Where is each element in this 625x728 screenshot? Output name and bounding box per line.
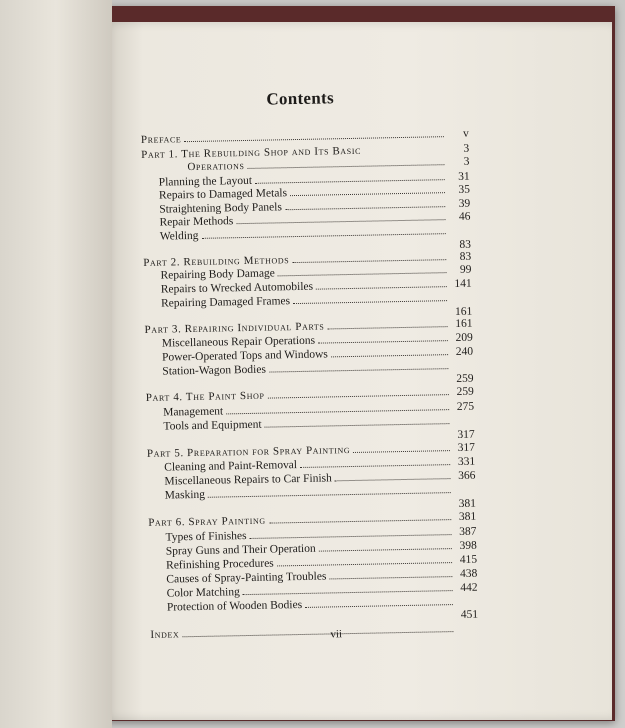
toc-entry-label: Miscellaneous Repair Operations (161, 334, 316, 350)
toc-page-number: 99 (459, 263, 472, 276)
leader-dots (327, 325, 447, 329)
leader-dots (318, 339, 448, 343)
toc-entry-label: Protection of Wooden Bodies (166, 598, 303, 614)
toc-entry-label: Planning the Layout (158, 174, 253, 189)
toc-entry-label: Repair Methods (159, 215, 234, 229)
leader-dots (293, 299, 447, 304)
toc-page-number: 381 (458, 497, 477, 510)
toc-entry-label: Types of Finishes (165, 530, 247, 544)
toc-entry-label: Color Matching (166, 586, 240, 600)
toc-page-number: 31 (458, 170, 470, 183)
toc-page-number: 39 (458, 197, 471, 210)
leader-dots (329, 575, 452, 579)
toc-page-number: 46 (458, 210, 471, 223)
leader-dots (182, 630, 453, 637)
toc-entry-label: Part 2. Rebuilding Methods (143, 254, 290, 269)
toc-page-number: 317 (457, 441, 476, 454)
toc-entry-label: Index (150, 628, 180, 641)
toc-entry-label: Tools and Equipment (163, 418, 262, 433)
toc-page-number: 438 (459, 567, 478, 580)
toc-entry-label: Repairs to Damaged Metals (158, 187, 288, 202)
toc-entry-label: Miscellaneous Repairs to Car Finish (164, 472, 332, 488)
toc-page-number: 275 (456, 400, 475, 413)
toc-entry-label: Station-Wagon Bodies (162, 363, 266, 378)
toc-page-number: 141 (454, 277, 472, 290)
toc-entry-label: Repairs to Wrecked Automobiles (160, 280, 314, 296)
toc-entry-label: Part 1. The Rebuilding Shop and Its Basic (141, 144, 362, 161)
leader-dots (335, 477, 451, 481)
toc-entry-label: Repairing Body Damage (160, 267, 275, 282)
toc-entry-label: Refinishing Procedures (165, 557, 274, 572)
toc-entry-label: Repairing Damaged Frames (160, 295, 291, 310)
toc-page-number: 259 (456, 385, 474, 398)
toc-entry-label: Welding (159, 229, 199, 243)
leader-dots (269, 518, 451, 524)
toc-page-number: 451 (460, 608, 479, 621)
leader-dots (300, 463, 450, 468)
toc-entry-label: Operations (187, 160, 245, 174)
toc-page-number: 161 (455, 317, 473, 330)
leader-dots (353, 449, 450, 453)
leader-dots (248, 163, 445, 169)
toc-page-number: 3 (463, 142, 470, 155)
toc-page-number: 83 (459, 238, 472, 251)
toc-entry-label: Part 6. Spray Painting (148, 514, 266, 529)
toc-page-number: 259 (456, 372, 474, 385)
left-page (0, 0, 112, 728)
toc-page-number: 381 (458, 510, 477, 523)
toc-entry-label: Causes of Spray-Painting Troubles (166, 570, 327, 586)
toc-page-number: 442 (460, 581, 478, 594)
toc-page-number: 3 (463, 155, 470, 168)
toc-entry-label: Spray Guns and Their Operation (165, 542, 316, 558)
page-title: Contents (266, 88, 335, 109)
toc-page-number: 35 (458, 183, 471, 196)
toc-page-number: 366 (458, 469, 476, 482)
toc-entry-label: Masking (164, 488, 206, 502)
leader-dots (290, 191, 445, 196)
contents-page (140, 85, 511, 652)
toc-entry-label: Power-Operated Tops and Windows (161, 348, 328, 364)
toc-page-number: 398 (459, 539, 477, 552)
page-folio: vii (330, 628, 343, 641)
toc-entry-label: Preface (140, 133, 182, 146)
toc-entry-label: Part 3. Repairing Individual Parts (144, 320, 325, 336)
leader-dots (267, 393, 448, 398)
toc-page-number: v (462, 127, 469, 140)
toc-entry-label: Straightening Body Panels (159, 201, 283, 216)
toc-page-number: 317 (457, 428, 475, 441)
toc-page-number: 161 (454, 305, 473, 318)
toc-page-number: 331 (457, 455, 476, 468)
toc-page-number: 387 (459, 525, 477, 538)
toc-entry-label: Part 5. Preparation for Spray Painting (146, 444, 351, 460)
toc-page-number: 240 (455, 345, 474, 358)
toc-page-number: 83 (459, 250, 472, 263)
leader-dots (331, 353, 448, 357)
toc-entry-label: Part 4. The Paint Shop (145, 389, 265, 404)
leader-dots (364, 151, 444, 154)
toc-page-number: 415 (459, 553, 478, 566)
leader-dots (278, 271, 447, 276)
leader-dots (319, 547, 452, 552)
toc-entry-label: Cleaning and Paint-Removal (164, 459, 298, 474)
toc-entry-label: Management (163, 405, 224, 419)
leader-dots (316, 285, 447, 290)
toc-page-number: 209 (455, 331, 473, 344)
